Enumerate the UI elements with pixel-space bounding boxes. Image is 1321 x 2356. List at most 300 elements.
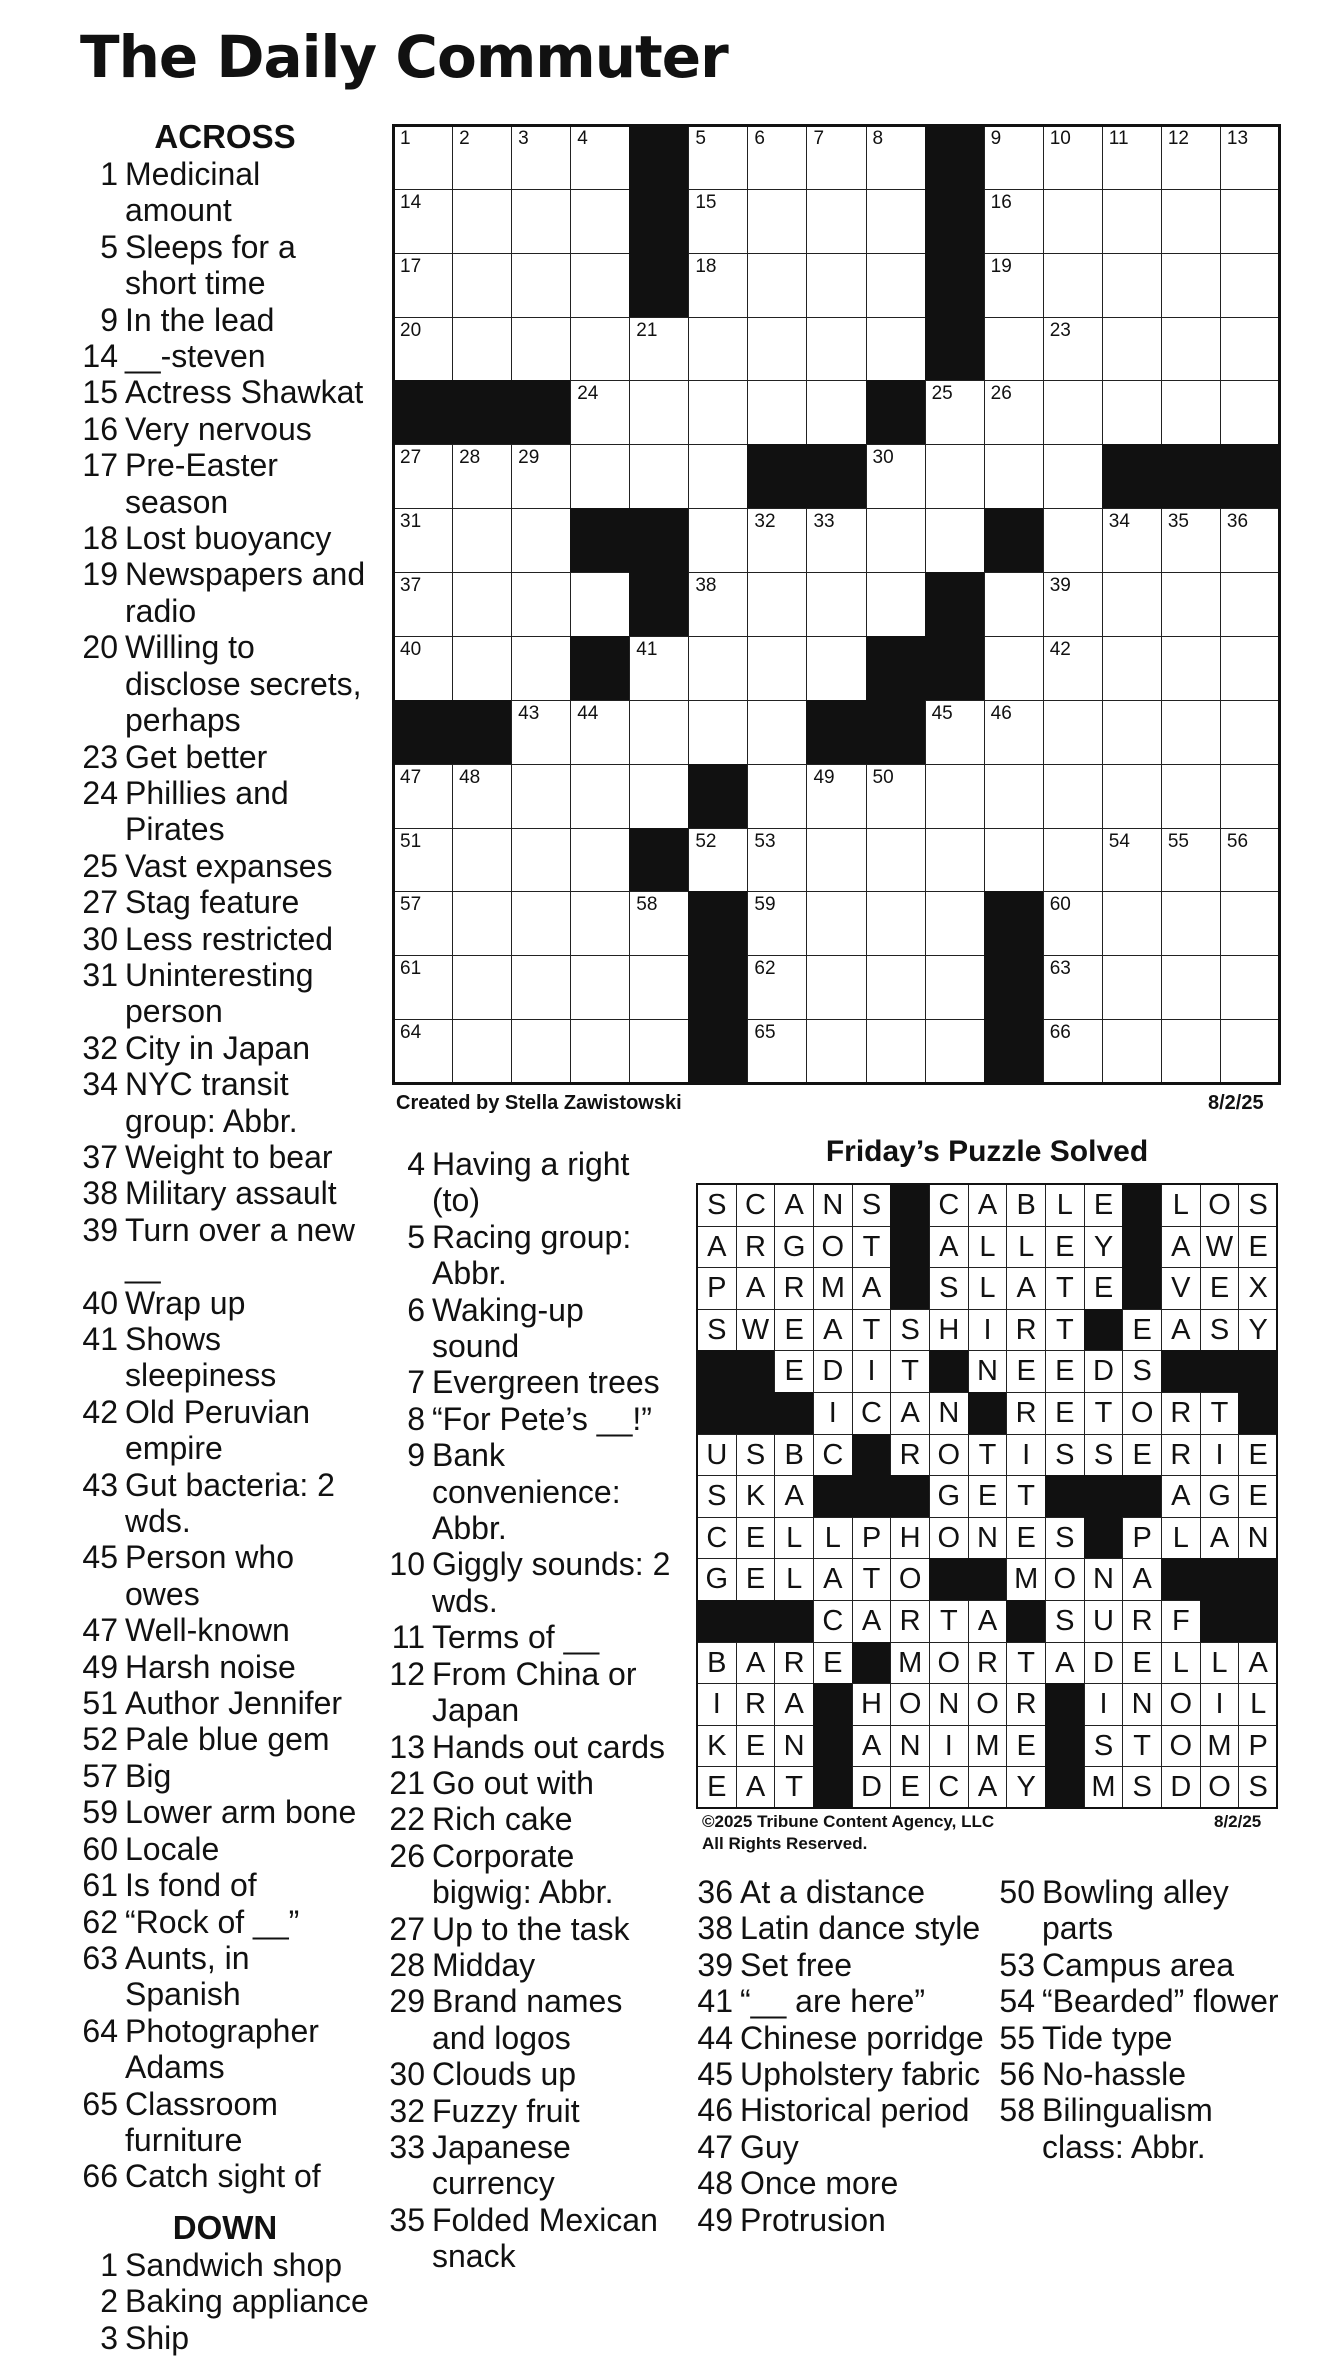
grid-cell[interactable] (688, 444, 748, 509)
clue-down-11[interactable] (385, 1619, 675, 1655)
grid-cell[interactable] (747, 189, 807, 254)
clue-down-12[interactable] (385, 1656, 675, 1729)
clue-down-41[interactable] (693, 1983, 993, 2019)
grid-cell[interactable] (925, 828, 985, 893)
grid-cell[interactable] (570, 189, 630, 254)
clue-across-9[interactable] (80, 302, 370, 338)
grid-cell[interactable] (747, 891, 807, 956)
clue-across-18[interactable] (80, 520, 370, 556)
clue-down-35[interactable] (385, 2202, 675, 2275)
grid-cell[interactable] (1161, 700, 1221, 765)
grid-cell[interactable] (866, 253, 926, 318)
grid-cell[interactable] (452, 508, 512, 573)
clue-across-62[interactable] (80, 1904, 370, 1940)
grid-cell[interactable] (393, 189, 453, 254)
grid-cell[interactable] (452, 828, 512, 893)
clue-down-39[interactable] (693, 1947, 993, 1983)
grid-cell-number: 60 (1049, 894, 1071, 916)
clue-across-32[interactable] (80, 1030, 370, 1066)
grid-cell[interactable] (1161, 380, 1221, 445)
clue-down-54[interactable] (995, 1983, 1285, 2019)
solution-cell: L (1238, 1683, 1278, 1726)
clue-number: 27 (82, 884, 118, 921)
clue-down-2[interactable] (80, 2283, 370, 2319)
clue-down-29[interactable] (385, 1983, 675, 2056)
clue-across-1[interactable] (80, 156, 370, 229)
grid-cell[interactable] (806, 828, 866, 893)
clue-down-33[interactable] (385, 2129, 675, 2202)
grid-cell[interactable] (629, 380, 689, 445)
grid-cell[interactable] (1102, 764, 1162, 829)
grid-cell[interactable] (1102, 125, 1162, 190)
grid-cell[interactable] (1161, 317, 1221, 382)
clue-down-44[interactable] (693, 2020, 993, 2056)
grid-cell[interactable] (866, 444, 926, 509)
grid-cell[interactable] (393, 1019, 453, 1084)
grid-cell[interactable] (1161, 828, 1221, 893)
grid-cell[interactable] (984, 317, 1044, 382)
grid-cell[interactable] (393, 572, 453, 637)
grid-cell[interactable] (1043, 700, 1103, 765)
grid-cell[interactable] (629, 317, 689, 382)
grid-cell[interactable] (393, 253, 453, 318)
solution-cell: I (1200, 1434, 1240, 1477)
grid-cell[interactable] (688, 125, 748, 190)
clue-across-17[interactable] (80, 447, 370, 520)
grid-cell[interactable] (747, 317, 807, 382)
grid-cell[interactable] (393, 125, 453, 190)
grid-cell[interactable] (806, 380, 866, 445)
grid-cell[interactable] (747, 828, 807, 893)
grid-cell[interactable] (747, 253, 807, 318)
clue-down-4[interactable] (385, 1146, 675, 1219)
grid-cell[interactable] (1161, 572, 1221, 637)
clue-text: Author Jennifer (125, 1685, 343, 1722)
grid-cell[interactable] (393, 955, 453, 1020)
grid-cell[interactable] (806, 636, 866, 701)
clue-across-38[interactable] (80, 1175, 370, 1211)
grid-cell[interactable] (984, 572, 1044, 637)
grid-cell[interactable] (393, 764, 453, 829)
grid-cell[interactable] (866, 891, 926, 956)
clue-across-25[interactable] (80, 848, 370, 884)
grid-cell[interactable] (1220, 189, 1280, 254)
clue-across-66[interactable] (80, 2158, 370, 2194)
clue-down-47[interactable] (693, 2129, 993, 2165)
grid-cell[interactable] (747, 1019, 807, 1084)
grid-cell[interactable] (570, 764, 630, 829)
clue-down-56[interactable] (995, 2056, 1285, 2092)
grid-black-square (511, 380, 571, 445)
grid-cell[interactable] (629, 700, 689, 765)
grid-cell[interactable] (925, 764, 985, 829)
grid-cell[interactable] (866, 955, 926, 1020)
grid-cell[interactable] (570, 572, 630, 637)
grid-cell[interactable] (747, 764, 807, 829)
clue-down-30[interactable] (385, 2056, 675, 2092)
clue-across-30[interactable] (80, 921, 370, 957)
grid-cell[interactable] (747, 955, 807, 1020)
clue-down-28[interactable] (385, 1947, 675, 1983)
grid-cell-number: 11 (1108, 128, 1129, 149)
grid-cell[interactable] (511, 955, 571, 1020)
grid-cell[interactable] (866, 317, 926, 382)
grid-cell[interactable] (688, 636, 748, 701)
grid-cell[interactable] (1220, 828, 1280, 893)
grid-cell[interactable] (1102, 317, 1162, 382)
grid-cell[interactable] (1043, 317, 1103, 382)
solution-black-square (736, 1600, 776, 1643)
grid-cell[interactable] (925, 508, 985, 573)
grid-cell[interactable] (806, 508, 866, 573)
clue-down-5[interactable] (385, 1219, 675, 1292)
grid-cell[interactable] (1043, 764, 1103, 829)
clue-down-58[interactable] (995, 2092, 1285, 2165)
grid-cell[interactable] (1043, 891, 1103, 956)
grid-cell[interactable] (1220, 955, 1280, 1020)
grid-cell[interactable] (511, 508, 571, 573)
grid-cell[interactable] (1102, 189, 1162, 254)
grid-cell[interactable] (866, 1019, 926, 1084)
grid-cell[interactable] (1043, 828, 1103, 893)
grid-cell[interactable] (511, 700, 571, 765)
grid-cell[interactable] (806, 253, 866, 318)
grid-cell[interactable] (984, 828, 1044, 893)
clue-down-53[interactable] (995, 1947, 1285, 1983)
grid-black-square (806, 700, 866, 765)
grid-cell[interactable] (511, 572, 571, 637)
grid-cell[interactable] (747, 700, 807, 765)
grid-cell[interactable] (1220, 700, 1280, 765)
clue-down-22[interactable] (385, 1801, 675, 1837)
grid-cell[interactable] (806, 572, 866, 637)
grid-cell[interactable] (984, 380, 1044, 445)
grid-cell[interactable] (1161, 636, 1221, 701)
grid-cell[interactable] (1102, 508, 1162, 573)
grid-cell[interactable] (570, 380, 630, 445)
clue-across-14[interactable] (80, 338, 370, 374)
solution-cell: S (697, 1184, 737, 1227)
grid-cell[interactable] (866, 189, 926, 254)
grid-cell[interactable] (1161, 891, 1221, 956)
grid-cell[interactable] (511, 828, 571, 893)
grid-cell[interactable] (1102, 253, 1162, 318)
clue-across-34[interactable] (80, 1066, 370, 1139)
clue-down-27[interactable] (385, 1911, 675, 1947)
grid-cell[interactable] (688, 700, 748, 765)
clue-down-45[interactable] (693, 2056, 993, 2092)
grid-cell[interactable] (393, 444, 453, 509)
grid-cell-number: 43 (518, 702, 540, 724)
clue-column-4 (995, 1874, 1285, 2165)
grid-cell[interactable] (688, 380, 748, 445)
grid-cell[interactable] (570, 444, 630, 509)
grid-black-square (866, 636, 926, 701)
grid-cell[interactable] (629, 955, 689, 1020)
grid-cell[interactable] (1161, 125, 1221, 190)
grid-cell[interactable] (688, 189, 748, 254)
grid-cell[interactable] (1043, 955, 1103, 1020)
grid-cell[interactable] (452, 764, 512, 829)
grid-cell[interactable] (747, 380, 807, 445)
grid-cell[interactable] (452, 955, 512, 1020)
grid-cell[interactable] (511, 317, 571, 382)
grid-cell[interactable] (393, 508, 453, 573)
grid-cell[interactable] (1220, 253, 1280, 318)
clue-down-9[interactable] (385, 1437, 675, 1546)
grid-cell[interactable] (1220, 125, 1280, 190)
clue-number: 30 (82, 920, 118, 957)
grid-cell[interactable] (1043, 125, 1103, 190)
clue-down-46[interactable] (693, 2092, 993, 2128)
grid-cell[interactable] (688, 253, 748, 318)
grid-cell[interactable] (1220, 572, 1280, 637)
solution-cell: O (1200, 1184, 1240, 1227)
clue-down-8[interactable] (385, 1401, 675, 1437)
grid-cell[interactable] (866, 125, 926, 190)
grid-cell[interactable] (511, 764, 571, 829)
grid-cell[interactable] (570, 955, 630, 1020)
clue-text: Bank convenience: Abbr. (432, 1437, 621, 1547)
grid-cell[interactable] (511, 636, 571, 701)
grid-cell[interactable] (570, 700, 630, 765)
clue-across-24[interactable] (80, 775, 370, 848)
clue-across-60[interactable] (80, 1831, 370, 1867)
grid-cell[interactable] (511, 891, 571, 956)
grid-cell[interactable] (806, 125, 866, 190)
clue-across-49[interactable] (80, 1649, 370, 1685)
solution-cell: E (1045, 1392, 1085, 1435)
clue-text: In the lead (125, 301, 275, 338)
clue-across-23[interactable] (80, 739, 370, 775)
clue-across-45[interactable] (80, 1539, 370, 1612)
grid-cell[interactable] (393, 636, 453, 701)
solution-cell: R (736, 1226, 776, 1269)
grid-cell[interactable] (452, 636, 512, 701)
clue-down-55[interactable] (995, 2020, 1285, 2056)
grid-cell[interactable] (1102, 828, 1162, 893)
clue-across-47[interactable] (80, 1612, 370, 1648)
clue-down-10[interactable] (385, 1546, 675, 1619)
grid-cell[interactable] (1102, 891, 1162, 956)
grid-cell[interactable] (629, 636, 689, 701)
grid-cell[interactable] (393, 317, 453, 382)
clue-across-57[interactable] (80, 1758, 370, 1794)
grid-cell[interactable] (570, 253, 630, 318)
grid-cell[interactable] (806, 1019, 866, 1084)
grid-cell[interactable] (747, 636, 807, 701)
grid-cell[interactable] (1043, 380, 1103, 445)
grid-cell[interactable] (747, 125, 807, 190)
grid-cell[interactable] (629, 444, 689, 509)
grid-cell[interactable] (511, 444, 571, 509)
clue-down-1[interactable] (80, 2247, 370, 2283)
clue-across-63[interactable] (80, 1940, 370, 2013)
grid-cell[interactable] (1220, 380, 1280, 445)
grid-black-square (925, 125, 985, 190)
grid-cell[interactable] (1161, 253, 1221, 318)
grid-cell[interactable] (866, 764, 926, 829)
grid-cell[interactable] (570, 828, 630, 893)
clue-across-27[interactable] (80, 884, 370, 920)
grid-cell[interactable] (1043, 508, 1103, 573)
grid-cell[interactable] (984, 636, 1044, 701)
grid-cell[interactable] (866, 508, 926, 573)
clue-across-16[interactable] (80, 411, 370, 447)
grid-cell[interactable] (1102, 1019, 1162, 1084)
grid-cell[interactable] (452, 317, 512, 382)
solution-cell: E (1045, 1226, 1085, 1269)
clue-across-51[interactable] (80, 1685, 370, 1721)
grid-cell[interactable] (866, 828, 926, 893)
grid-cell[interactable] (1043, 636, 1103, 701)
clue-down-3[interactable] (80, 2320, 370, 2356)
clue-down-49[interactable] (693, 2202, 993, 2238)
grid-cell[interactable] (984, 764, 1044, 829)
grid-cell[interactable] (452, 891, 512, 956)
grid-cell[interactable] (570, 317, 630, 382)
grid-cell[interactable] (1161, 1019, 1221, 1084)
grid-cell[interactable] (747, 508, 807, 573)
clue-across-20[interactable] (80, 629, 370, 738)
clue-down-7[interactable] (385, 1364, 675, 1400)
grid-cell[interactable] (452, 444, 512, 509)
grid-cell[interactable] (1043, 1019, 1103, 1084)
grid-cell[interactable] (688, 317, 748, 382)
grid-cell[interactable] (511, 1019, 571, 1084)
grid-cell[interactable] (1043, 189, 1103, 254)
clue-across-41[interactable] (80, 1321, 370, 1394)
grid-cell[interactable] (570, 891, 630, 956)
grid-cell[interactable] (452, 1019, 512, 1084)
grid-cell[interactable] (925, 380, 985, 445)
grid-cell[interactable] (1161, 508, 1221, 573)
grid-cell[interactable] (1102, 572, 1162, 637)
grid-black-square (984, 955, 1044, 1020)
grid-cell[interactable] (806, 955, 866, 1020)
grid-cell[interactable] (1043, 253, 1103, 318)
clue-across-39[interactable] (80, 1212, 370, 1285)
grid-cell-number: 9 (990, 128, 1002, 149)
grid-cell[interactable] (393, 828, 453, 893)
grid-cell[interactable] (984, 125, 1044, 190)
clue-number: 11 (391, 1619, 425, 1656)
grid-cell[interactable] (452, 572, 512, 637)
solution-black-square (1122, 1184, 1162, 1227)
grid-cell[interactable] (925, 955, 985, 1020)
clue-across-61[interactable] (80, 1867, 370, 1903)
clue-text: Go out with (432, 1764, 594, 1801)
solution-cell: D (813, 1350, 853, 1393)
clue-across-64[interactable] (80, 2013, 370, 2086)
clue-down-32[interactable] (385, 2093, 675, 2129)
grid-cell[interactable] (925, 700, 985, 765)
grid-cell[interactable] (1102, 955, 1162, 1020)
clue-across-43[interactable] (80, 1467, 370, 1540)
grid-cell[interactable] (1043, 444, 1103, 509)
clue-down-36[interactable] (693, 1874, 993, 1910)
grid-cell[interactable] (1102, 636, 1162, 701)
grid-cell[interactable] (1220, 508, 1280, 573)
grid-cell[interactable] (1220, 764, 1280, 829)
clue-down-38[interactable] (693, 1910, 993, 1946)
grid-cell[interactable] (1220, 636, 1280, 701)
grid-cell[interactable] (511, 253, 571, 318)
grid-cell[interactable] (511, 189, 571, 254)
grid-cell[interactable] (452, 125, 512, 190)
copyright: ©2025 Tribune Content Agency, LLC (702, 1812, 995, 1831)
clue-across-40[interactable] (80, 1285, 370, 1321)
grid-cell[interactable] (629, 1019, 689, 1084)
clue-across-59[interactable] (80, 1794, 370, 1830)
clue-number: 40 (82, 1284, 118, 1321)
clue-across-19[interactable] (80, 556, 370, 629)
clue-down-21[interactable] (385, 1765, 675, 1801)
grid-black-square (866, 700, 926, 765)
grid-cell-number: 23 (1049, 319, 1071, 341)
clue-across-5[interactable] (80, 229, 370, 302)
grid-cell[interactable] (1102, 700, 1162, 765)
clue-down-26[interactable] (385, 1838, 675, 1911)
grid-cell[interactable] (984, 700, 1044, 765)
grid-cell[interactable] (452, 253, 512, 318)
grid-cell[interactable] (1161, 189, 1221, 254)
grid-cell[interactable] (570, 1019, 630, 1084)
grid-cell[interactable] (1043, 572, 1103, 637)
clue-number: 8 (407, 1400, 425, 1437)
grid-cell[interactable] (984, 444, 1044, 509)
clue-across-65[interactable] (80, 2086, 370, 2159)
clue-across-31[interactable] (80, 957, 370, 1030)
grid-cell[interactable] (688, 508, 748, 573)
grid-cell[interactable] (806, 189, 866, 254)
grid-cell[interactable] (511, 125, 571, 190)
grid-cell[interactable] (1161, 764, 1221, 829)
clue-across-37[interactable] (80, 1139, 370, 1175)
grid-cell[interactable] (806, 317, 866, 382)
grid-cell[interactable] (925, 1019, 985, 1084)
grid-cell[interactable] (688, 572, 748, 637)
grid-cell[interactable] (925, 891, 985, 956)
grid-cell[interactable] (1220, 317, 1280, 382)
grid-cell[interactable] (1220, 891, 1280, 956)
grid-cell[interactable] (866, 572, 926, 637)
grid-cell[interactable] (1102, 380, 1162, 445)
grid-cell[interactable] (747, 572, 807, 637)
grid-cell[interactable] (984, 189, 1044, 254)
grid-cell[interactable] (393, 891, 453, 956)
clue-down-50[interactable] (995, 1874, 1285, 1947)
grid-cell[interactable] (629, 891, 689, 956)
clue-across-52[interactable] (80, 1721, 370, 1757)
grid-cell[interactable] (1161, 955, 1221, 1020)
grid-cell[interactable] (629, 764, 689, 829)
grid-cell[interactable] (984, 253, 1044, 318)
clue-down-48[interactable] (693, 2165, 993, 2201)
grid-cell[interactable] (1220, 1019, 1280, 1084)
solution-cell: P (852, 1517, 892, 1560)
clue-down-13[interactable] (385, 1729, 675, 1765)
grid-cell[interactable] (452, 189, 512, 254)
grid-cell[interactable] (806, 764, 866, 829)
grid-cell[interactable] (806, 891, 866, 956)
clue-across-42[interactable] (80, 1394, 370, 1467)
grid-cell[interactable] (925, 444, 985, 509)
clue-down-6[interactable] (385, 1292, 675, 1365)
grid-cell[interactable] (570, 125, 630, 190)
grid-cell[interactable] (688, 828, 748, 893)
clue-across-15[interactable] (80, 374, 370, 410)
